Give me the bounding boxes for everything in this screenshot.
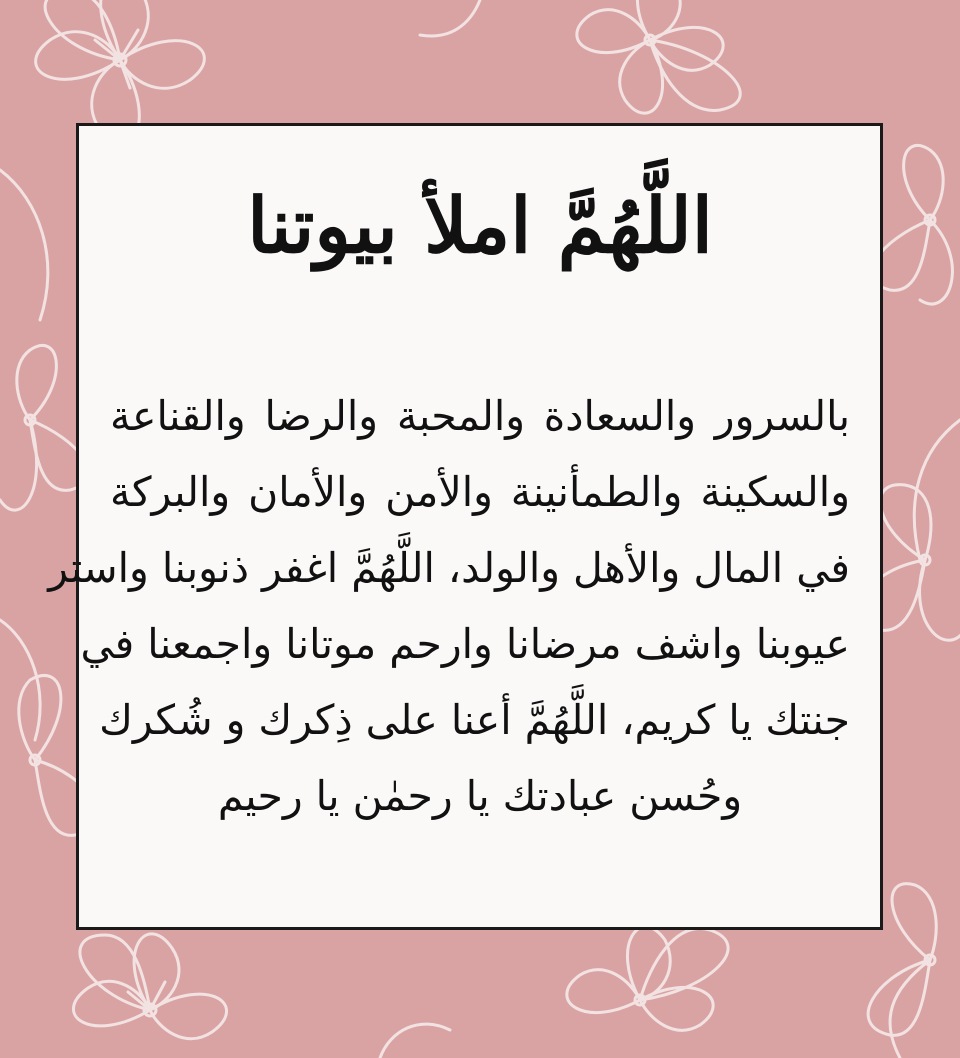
flower-outline-icon: [577, 0, 740, 113]
prayer-line: وحُسن عبادتك يا رحمٰن يا رحيم: [217, 772, 743, 820]
prayer-line: في المال والأهل والولد، اللَّهُمَّ اغفر ذنوبنا واستر: [48, 544, 850, 592]
prayer-line: والسكينة والطمأنينة والأمن والأمان والبركة: [110, 468, 850, 516]
prayer-line: عيوبنا واشف مرضانا وارحم موتانا واجمعنا في: [80, 620, 850, 668]
prayer-text: [48, 378, 850, 834]
page-title: اللَّهُمَّ املأ بيوتنا: [247, 181, 713, 270]
prayer-line: جنتك يا كريم، اللَّهُمَّ أعنا على ذِكرك و شُكرك: [99, 696, 850, 744]
flower-outline-icon: [567, 927, 728, 1030]
prayer-line: بالسرور والسعادة والمحبة والرضا والقناعة: [110, 392, 850, 440]
flower-outline-icon: [73, 934, 226, 1039]
